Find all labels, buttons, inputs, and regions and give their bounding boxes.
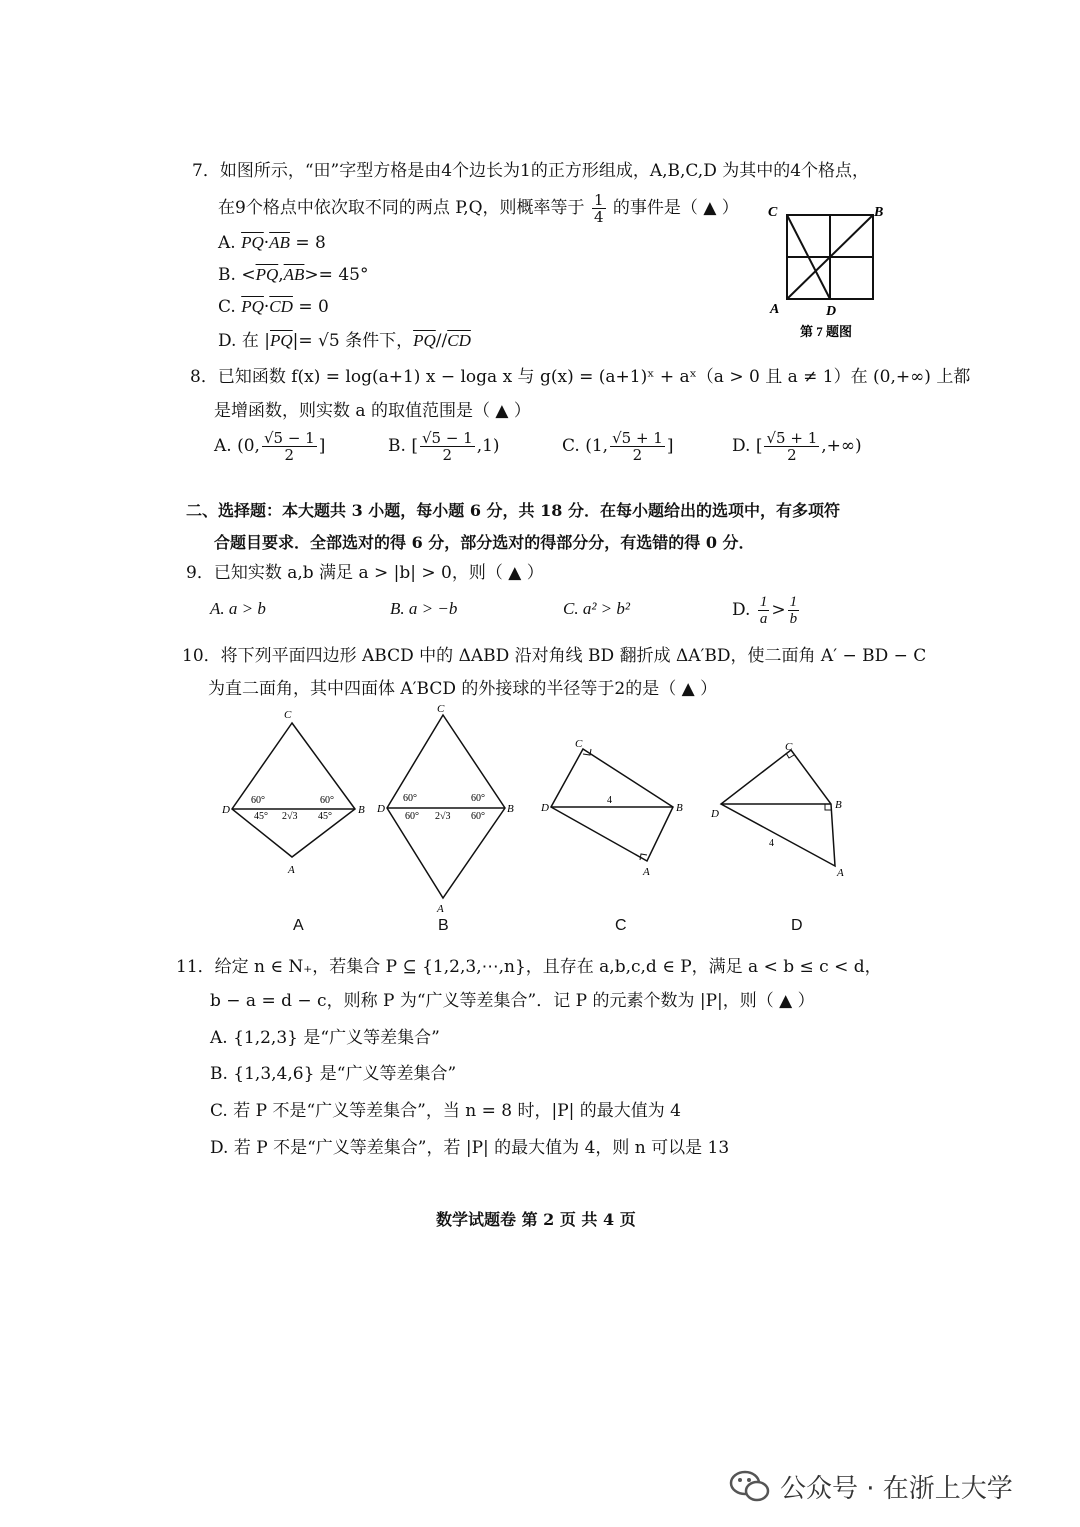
q9-option-d: [732, 594, 801, 627]
q7-optD-parallel: //: [435, 331, 448, 351]
q10-figB-length: 2√3: [435, 811, 451, 822]
q10-figA-label-b: B: [358, 804, 365, 816]
page-footer: 数学试题卷 第 2 页 共 4 页: [436, 1210, 636, 1229]
q10-figB-angle-bl: 60°: [405, 811, 419, 822]
q7-optC-pq: $\overline{PQ}$: [241, 297, 264, 316]
q10-figA-angle-bl: 45°: [254, 811, 268, 822]
q7-option-b: [218, 264, 368, 286]
q9-optD-frac1: [758, 594, 770, 627]
q7-frac-den: 4: [593, 208, 604, 226]
q10-figD-label-b: B: [835, 799, 842, 811]
q7-stem-post: 的事件是（ ▲ ）: [612, 198, 739, 218]
q10-figC-length: 4: [607, 795, 612, 806]
q7-stem-pre: 在9个格点中依次取不同的两点 P,Q，则概率等于: [218, 198, 585, 218]
q7-optC-label: C.: [218, 297, 236, 317]
wechat-icon: [728, 1466, 772, 1510]
q8-option-a: [214, 430, 325, 463]
q10-figC-label-b: B: [676, 802, 683, 814]
q8-optA-label: A.: [214, 436, 232, 456]
q8-optC-pre: (1,: [585, 436, 609, 456]
q7-grid-figure: [760, 200, 900, 345]
q11-option-c: C. 若 P 不是“广义等差集合”，当 n = 8 时，|P| 的最大值为 4: [210, 1101, 681, 1121]
q11-option-a: A. {1,2,3} 是“广义等差集合”: [210, 1028, 440, 1048]
q7-probability-fraction: [592, 192, 606, 225]
q8-optD-label: D.: [732, 436, 751, 456]
q7-optA-rest: = 8: [295, 233, 326, 253]
q8-option-d: [732, 430, 862, 463]
q10-figB-label-a: A: [437, 903, 444, 915]
q10-figC-label-a: A: [643, 866, 650, 878]
q10-figB-label-b: B: [507, 803, 514, 815]
q7-optA-pq: $\overline{PQ}$: [241, 233, 264, 252]
q7-stem-line1: 7．如图所示，“田”字型方格是由4个边长为1的正方形组成，A,B,C,D 为其中的4个格点，: [192, 161, 870, 181]
q8-stem-line1: 8．已知函数 f(x) = log(a+1) x − loga x 与 g(x) = (a+1)ˣ + aˣ（a > 0 且 a ≠ 1）在 (0,+∞) 上都: [190, 367, 971, 387]
q10-figC-label-c: C: [575, 738, 583, 750]
q10-figure-a: [220, 705, 370, 885]
q7-optB-pq: $\overline{PQ}$: [255, 265, 279, 284]
q7-optD-pre: 在 |: [241, 331, 270, 351]
q10-figB-angle-br: 60°: [471, 811, 485, 822]
q7-optA-dot: ·: [263, 233, 270, 253]
q7-optD-cd: $\overline{CD}$: [447, 331, 471, 350]
q10-figB-label-d: D: [377, 803, 385, 815]
q10-figB-quad: [387, 715, 505, 898]
q7-option-d: [218, 330, 471, 352]
q8-optC-fraction: [610, 430, 665, 463]
q10-stem-line2: 为直二面角，其中四面体 A′BCD 的外接球的半径等于2的是（ ▲ ）: [208, 679, 718, 699]
q9-optD-num2: 1: [789, 594, 798, 610]
q7-figure-caption: 第 7 题图: [800, 324, 853, 339]
watermark-text: 公众号 · 在浙上大学: [780, 1474, 1013, 1504]
q10-stem-line1: 10．将下列平面四边形 ABCD 中的 ΔABD 沿对角线 BD 翻折成 ΔA′BD，使二面角 A′ − BD − C: [182, 646, 927, 666]
q7-optD-mid: |= √5 条件下，: [292, 331, 414, 351]
q7-optC-cd: $\overline{CD}$: [269, 297, 293, 316]
q10-figure-c: [535, 735, 695, 880]
q8-optB-post: ,1): [476, 436, 500, 456]
q10-figB-caption: B: [438, 917, 449, 934]
q8-optB-num: √5 − 1: [421, 429, 473, 447]
q8-optB-label: B.: [388, 436, 406, 456]
q8-optD-pre: [: [755, 436, 763, 456]
q8-optC-label: C.: [562, 436, 580, 456]
q7-option-c: [218, 296, 329, 318]
q7-label-b: B: [874, 205, 884, 220]
q7-optA-label: A.: [218, 233, 236, 253]
q8-optD-den: 2: [787, 446, 797, 464]
q7-optB-label: B.: [218, 265, 236, 285]
q7-label-d: D: [826, 304, 837, 319]
q7-label-a: A: [770, 302, 780, 317]
q10-figA-angle-br: 45°: [318, 811, 332, 822]
q7-label-c: C: [768, 205, 778, 220]
q7-optB-rest: >= 45°: [304, 265, 369, 285]
q9-option-c: C. a² > b²: [563, 599, 631, 618]
q10-figA-angle-tl: 60°: [251, 795, 265, 806]
q7-optB-ab: $\overline{AB}$: [283, 265, 305, 284]
q9-stem: 9．已知实数 a,b 满足 a > |b| > 0，则（ ▲ ）: [186, 563, 544, 583]
q9-optD-num1: 1: [759, 594, 768, 610]
q8-optB-den: 2: [442, 446, 453, 464]
q10-figA-angle-tr: 60°: [320, 795, 334, 806]
q7-frac-num: 1: [593, 191, 604, 209]
q8-stem-line2: 是增函数，则实数 a 的取值范围是（ ▲ ）: [214, 401, 531, 421]
q7-optD-label: D.: [218, 331, 237, 351]
q8-optD-post: ,+∞): [821, 436, 862, 456]
q10-figD-label-d: D: [711, 808, 719, 820]
q7-optB-comma: ,: [278, 265, 284, 285]
q10-figA-label-a: A: [288, 864, 295, 876]
q9-optD-den2: b: [789, 611, 798, 627]
q11-option-d: D. 若 P 不是“广义等差集合”，若 |P| 的最大值为 4，则 n 可以是 13: [210, 1138, 730, 1158]
q10-figA-caption: A: [293, 917, 304, 934]
q8-optC-post: ]: [666, 436, 674, 456]
q10-figD-length: 4: [769, 838, 774, 849]
q7-optC-dot: ·: [263, 297, 270, 317]
q10-figD-right-angle-b: [825, 804, 831, 810]
q10-figD-caption: D: [791, 917, 803, 934]
q9-optD-label: D.: [732, 600, 751, 620]
q10-figC-label-d: D: [541, 802, 549, 814]
q9-option-b: B. a > −b: [390, 599, 458, 618]
q8-optA-num: √5 − 1: [263, 429, 315, 447]
q10-figD-label-c: C: [785, 741, 793, 753]
q8-optC-den: 2: [632, 446, 643, 464]
q10-figA-label-d: D: [222, 804, 230, 816]
q7-optD-pq: $\overline{PQ}$: [269, 331, 293, 350]
q11-stem-line2: b − a = d − c，则称 P 为“广义等差集合”．记 P 的元素个数为 |P|，则（ ▲ ）: [210, 991, 815, 1011]
q8-optA-den: 2: [284, 446, 295, 464]
q7-optA-ab: $\overline{AB}$: [269, 233, 290, 252]
q11-stem-line1: 11．给定 n ∈ N₊，若集合 P ⊆ {1,2,3,⋯,n}，且存在 a,b,c,d ∈ P，满足 a < b ≤ c < d，: [176, 957, 882, 977]
q10-figB-label-c: C: [437, 703, 445, 715]
q10-figB-angle-tr: 60°: [471, 793, 485, 804]
section2-header-line2: 合题目要求．全部选对的得 6 分，部分选对的得部分分，有选错的得 0 分．: [214, 533, 755, 552]
q10-figure-b: [375, 700, 525, 915]
q9-optD-gt: >: [771, 600, 786, 620]
q8-optA-fraction: [262, 430, 317, 463]
q10-figC-quad: [551, 749, 673, 861]
q10-figA-quad: [232, 723, 355, 857]
q8-optB-pre: [: [411, 436, 418, 456]
q7-optC-rest: = 0: [298, 297, 329, 317]
q8-optA-pre: (0,: [237, 436, 260, 456]
q7-optD-pq2: $\overline{PQ}$: [413, 331, 436, 350]
q9-optD-den1: a: [759, 611, 768, 627]
q10-figB-angle-tl: 60°: [403, 793, 417, 804]
section2-header-line1: 二、选择题：本大题共 3 小题，每小题 6 分，共 18 分．在每小题给出的选项中，有多项符: [186, 501, 840, 520]
q7-stem-line2: [218, 192, 739, 225]
q8-optB-fraction: [420, 430, 475, 463]
q10-figD-label-a: A: [837, 867, 844, 879]
q8-optA-post: ]: [318, 436, 326, 456]
q8-optC-num: √5 + 1: [612, 429, 663, 447]
q9-option-a: A. a > b: [210, 599, 266, 618]
q7-option-a: [218, 232, 326, 254]
q7-optB-lt: <: [241, 265, 256, 285]
q10-figA-label-c: C: [284, 709, 292, 721]
q10-figD-quad: [721, 750, 835, 866]
q9-optD-frac2: [788, 594, 800, 627]
q8-optD-fraction: [764, 430, 819, 463]
q10-figC-caption: C: [615, 917, 627, 934]
q11-option-b: B. {1,3,4,6} 是“广义等差集合”: [210, 1064, 457, 1084]
q8-optD-num: √5 + 1: [766, 429, 818, 447]
q10-figure-d: [705, 740, 865, 885]
q8-option-b: [388, 430, 500, 463]
q10-figA-length: 2√3: [282, 811, 298, 822]
q8-option-c: [562, 430, 673, 463]
